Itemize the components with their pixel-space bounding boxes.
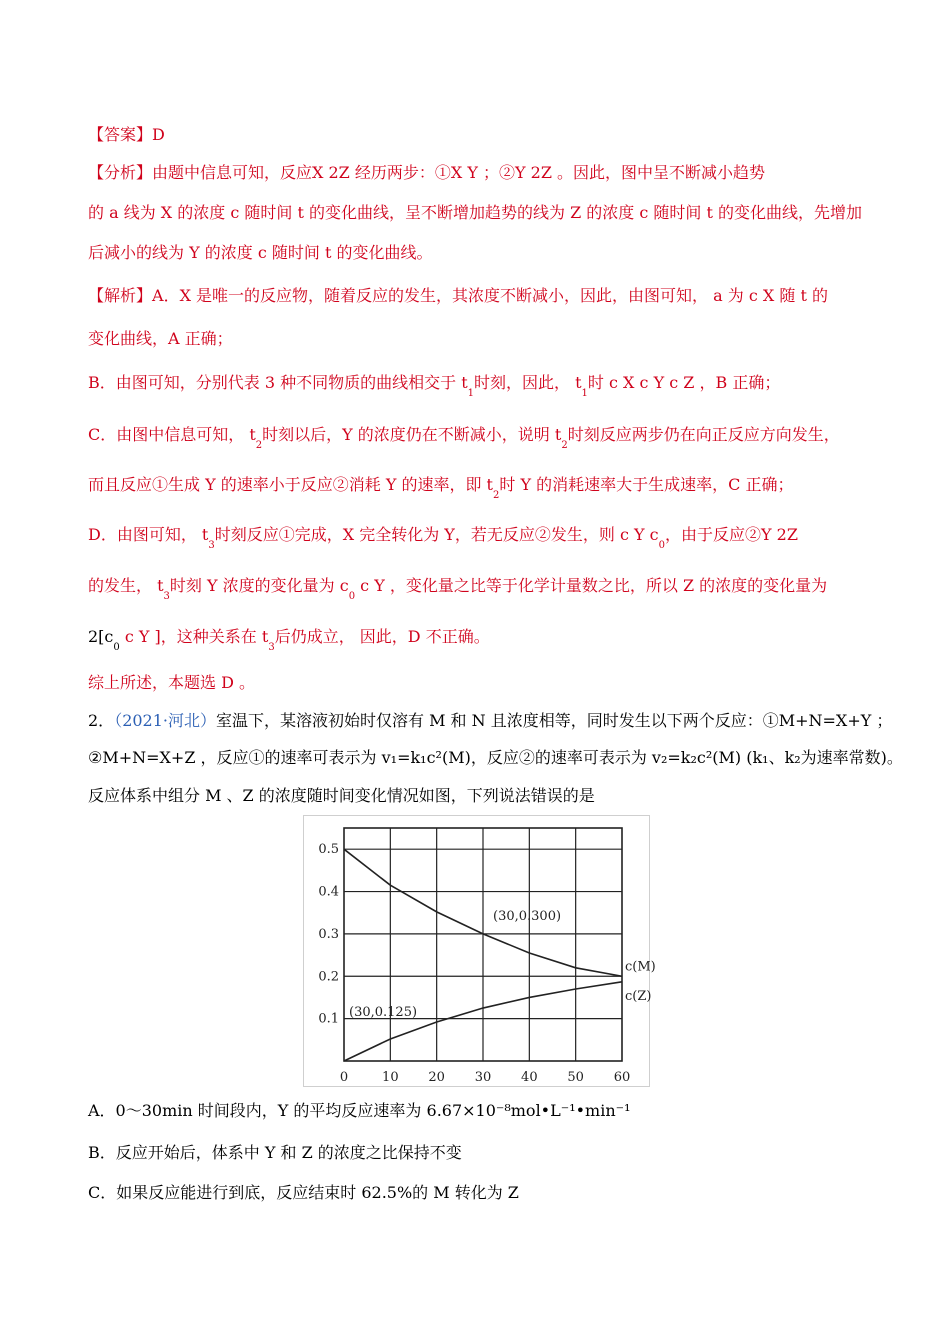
explanation-label: 【解析】 [88,286,153,305]
explanation-line-a2: 变化曲线，A 正确； [88,329,233,348]
x-tick-label: 30 [474,1070,492,1085]
option-a-text: A．X 是唯一的反应物，随着反应的发生，其浓度不断减小，因此，由图可知， a 为 c X 随 t 的 [152,286,828,305]
subscript: 1 [581,388,588,399]
subscript: 2 [255,440,263,451]
d2-text-post: c Y ，变化量之比等于化学计量数之比，所以 Z 的浓度的变化量为 [355,576,828,595]
answer-line [88,122,165,145]
analysis-line-1 [88,160,765,183]
subscript: 3 [208,540,215,551]
d3-text-pre: 2[c [88,627,114,646]
explanation-line-d3 [88,624,490,653]
b-text-mid: 时刻，因此， t [474,373,582,392]
y-tick-label: 0.2 [318,969,339,985]
question-source-link[interactable]: （2021·河北） [114,711,216,730]
c1-text-pre: C．由图中信息可知， t [88,425,256,444]
analysis-label: 【分析】 [88,163,153,182]
subscript: 0 [658,540,665,551]
question-2-line-1 [88,708,892,731]
series-label: c(M) [625,959,656,975]
analysis-line-2: 的 a 线为 X 的浓度 c 随时间 t 的变化曲线，呈不断增加趋势的线为 Z 的浓度 c 随时间 t 的变化曲线，先增加 [88,203,863,222]
subscript: 3 [163,591,170,602]
b-text-post: 时 c X c Y c Z ，B 正确； [587,373,781,392]
x-tick-label: 40 [521,1070,538,1085]
concentration-chart [303,815,656,1087]
y-tick-label: 0.4 [318,884,339,900]
d2-text-mid: 时刻 Y 浓度的变化量为 c [169,576,349,595]
question-number: 2． [88,711,115,730]
answer-value: D [152,125,165,144]
d1-text-pre: D．由图可知， t [88,525,209,544]
explanation-line-c2 [88,472,794,501]
b-text-pre: B．由图可知，分别代表 3 种不同物质的曲线相交于 t [88,373,468,392]
question-2-line-2: ②M+N=X+Z ，反应①的速率可表示为 v₁=k₁c²(M)，反应②的速率可表示为 v₂=k₂c²(M) (k₁、k₂为速率常数)。 [88,748,903,767]
x-tick-label: 20 [428,1070,445,1085]
option-c: C．如果反应能进行到底，反应结束时 62.5%的 M 转化为 Z [88,1183,519,1202]
d1-text-mid: 时刻反应①完成，X 完全转化为 Y，若无反应②发生，则 c Y c [214,525,659,544]
question-2-line-3: 反应体系中组分 M 、Z 的浓度随时间变化情况如图，下列说法错误的是 [88,786,595,805]
subscript: 2 [493,490,500,501]
d3-text-post: 后仍成立， 因此，D 不正确。 [274,627,490,646]
explanation-line-a1 [88,283,828,306]
question-text-1: 室温下，某溶液初始时仅溶有 M 和 N 且浓度相等，同时发生以下两个反应：①M+N=X+Y ； [216,711,893,730]
x-tick-label: 10 [382,1070,399,1085]
x-tick-label: 60 [613,1070,631,1085]
analysis-line-3: 后减小的线为 Y 的浓度 c 随时间 t 的变化曲线。 [88,243,433,262]
c1-text-mid: 时刻以后，Y 的浓度仍在不断减小，说明 t [262,425,562,444]
explanation-line-c1 [88,422,840,451]
subscript: 1 [467,388,475,399]
c2-text-pre: 而且反应①生成 Y 的速率小于反应②消耗 Y 的速率，即 t [88,475,493,494]
x-tick-label: 0 [339,1070,349,1085]
chart-grid [344,828,622,1061]
option-a: A．0～30min 时间段内，Y 的平均反应速率为 6.67×10⁻⁸mol•L⁻¹•min⁻¹ [88,1101,631,1120]
d1-text-post: ，由于反应②Y 2Z [664,525,798,544]
annotation-label: (30,0.300) [493,908,562,924]
y-tick-label: 0.1 [318,1011,339,1027]
option-b: B．反应开始后，体系中 Y 和 Z 的浓度之比保持不变 [88,1143,462,1162]
answer-label: 【答案】 [88,125,153,144]
series-label: c(Z) [625,988,652,1004]
subscript: 2 [561,440,568,451]
annotation-label: (30,0.125) [349,1005,418,1021]
y-tick-label: 0.5 [318,842,339,858]
explanation-line-b [88,370,781,399]
explanation-line-d1 [88,522,798,551]
subscript: 0 [113,642,120,653]
analysis-text: 由题中信息可知，反应X 2Z 经历两步：①X Y ；②Y 2Z 。因此，图中呈不断减小趋势 [152,163,766,182]
subscript: 0 [348,591,356,602]
summary-line: 综上所述，本题选 D 。 [88,673,256,692]
explanation-line-d2 [88,573,828,602]
y-tick-label: 0.3 [318,926,339,942]
x-tick-label: 50 [567,1070,584,1085]
d2-text-pre: 的发生， t [88,576,164,595]
d3-text-mid: c Y ]，这种关系在 t [119,627,269,646]
c2-text-post: 时 Y 的消耗速率大于生成速率，C 正确； [499,475,794,494]
c1-text-post: 时刻反应两步仍在向正反应方向发生， [567,425,840,444]
subscript: 3 [268,642,275,653]
chart-axis-labels [318,842,630,1085]
